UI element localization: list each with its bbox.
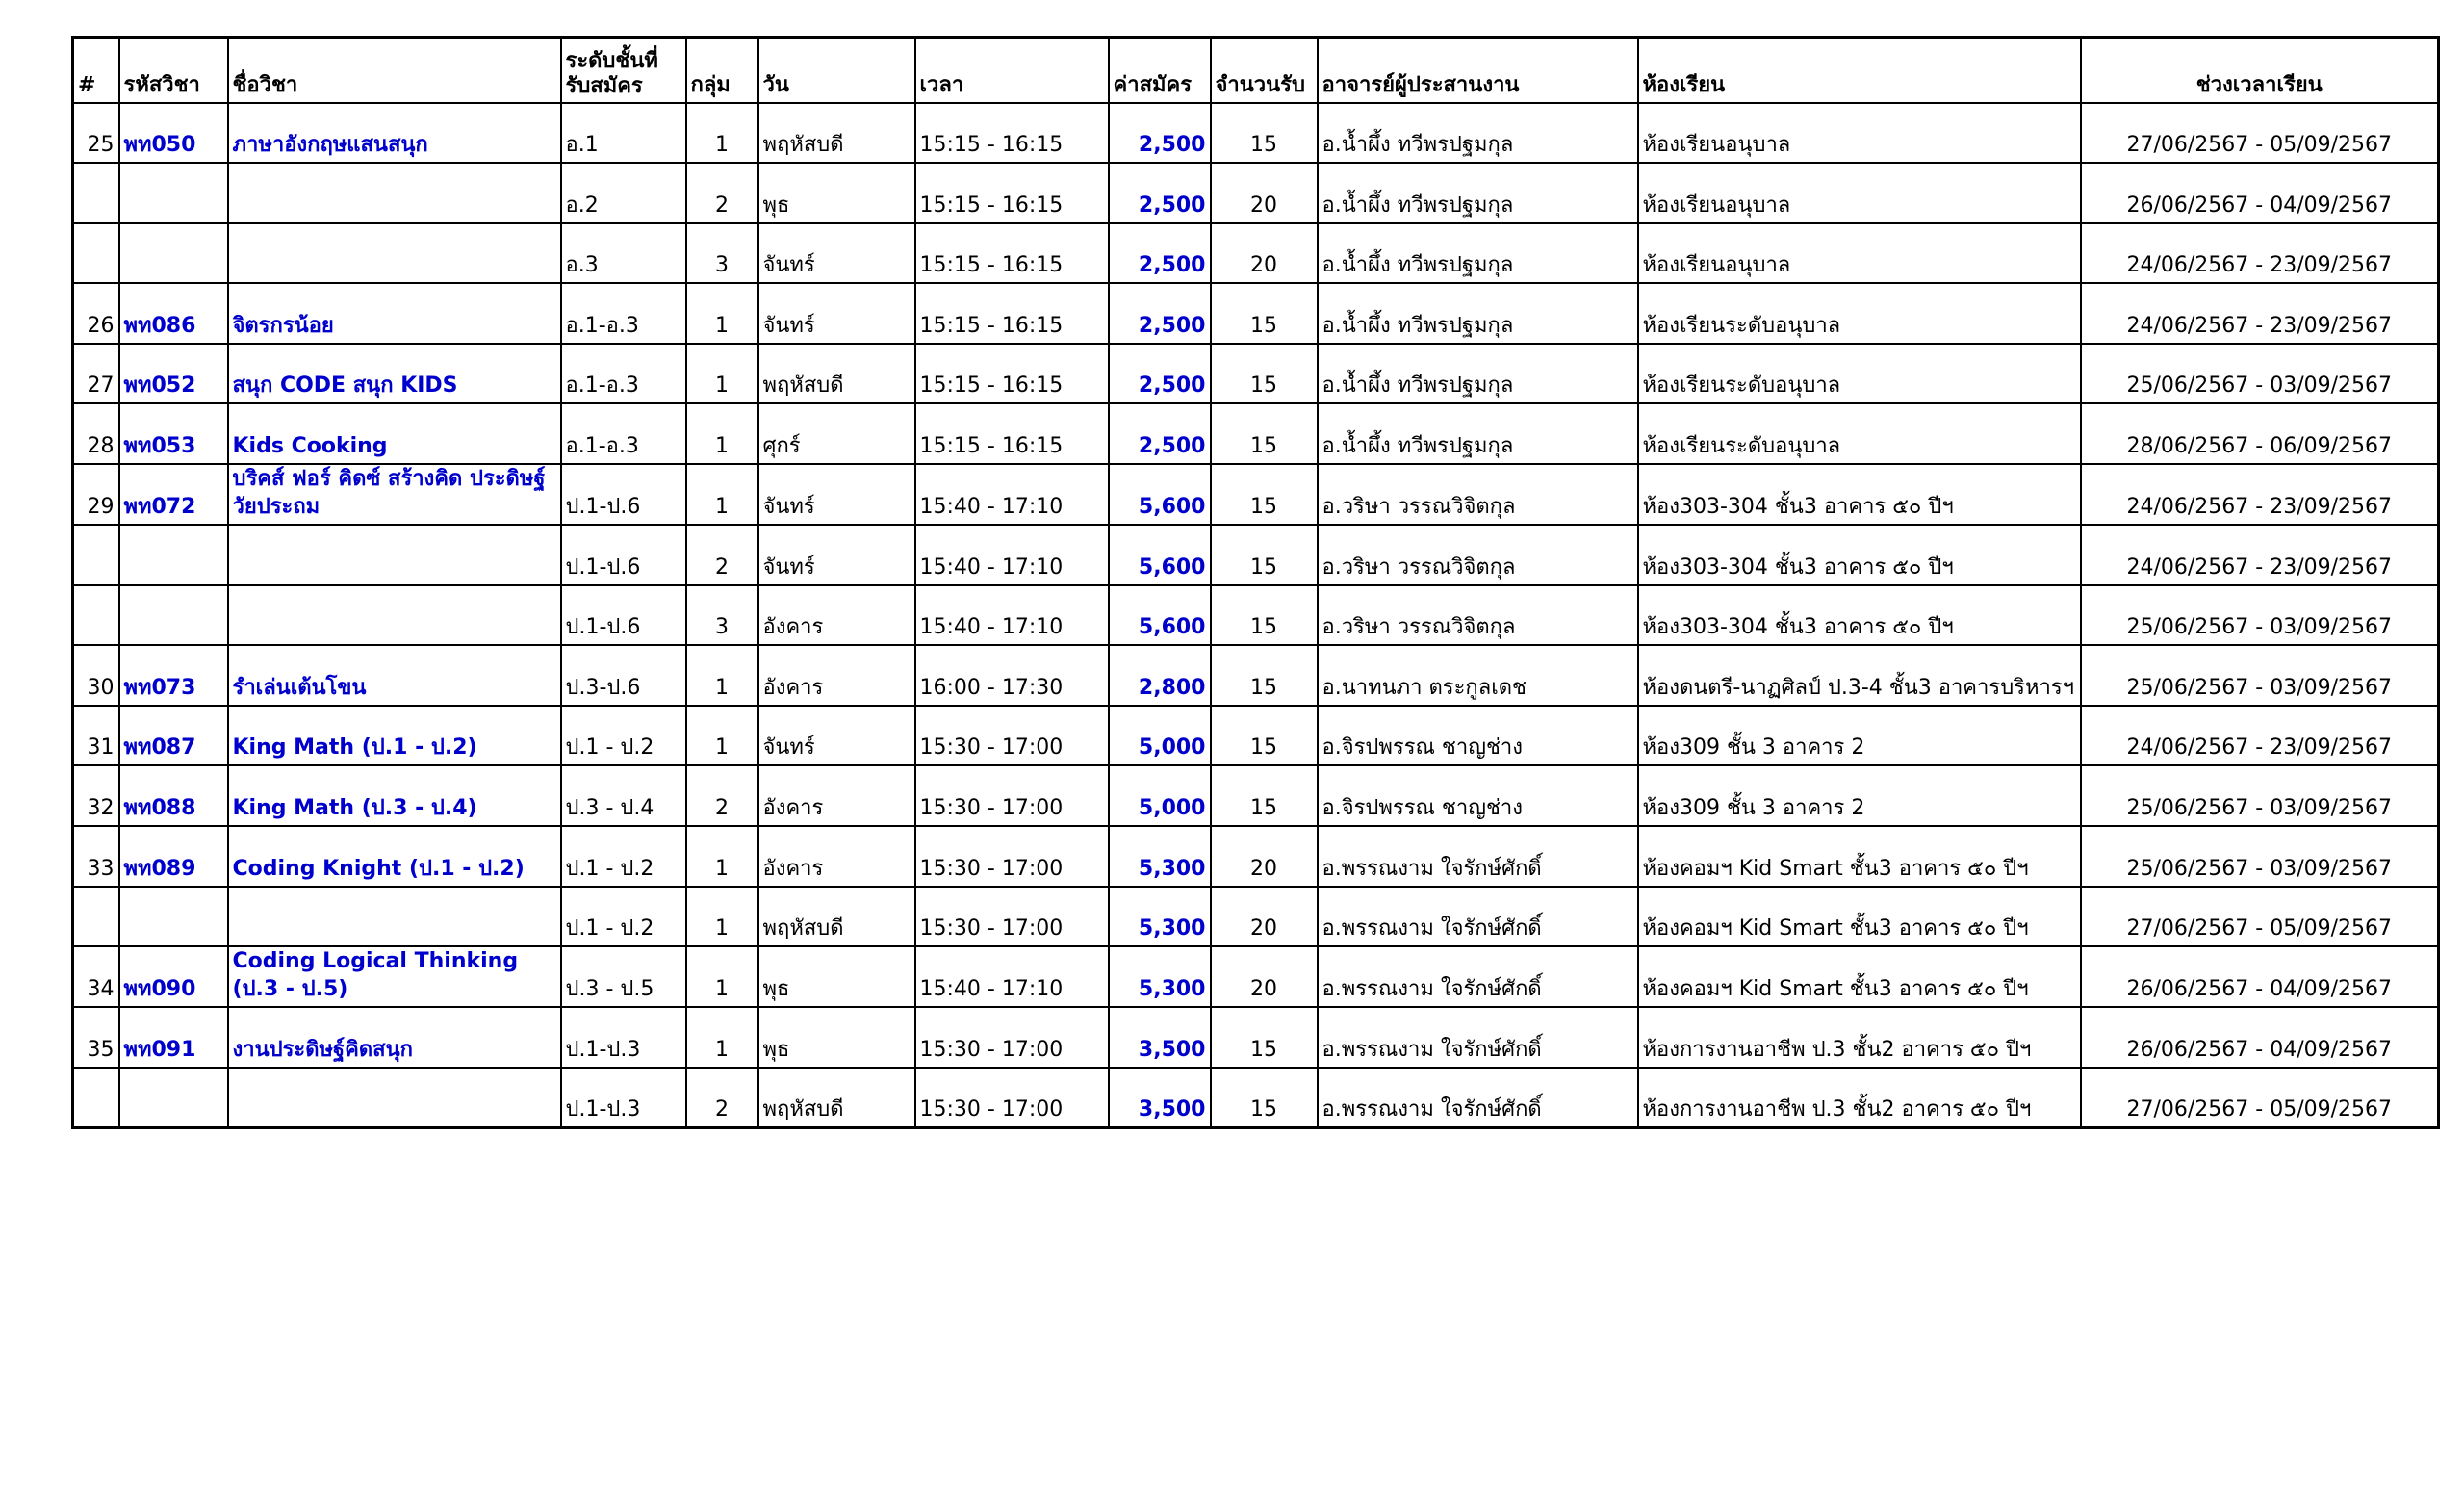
cell-time: 15:15 - 16:15 [915,344,1109,404]
cell-time: 15:15 - 16:15 [915,283,1109,344]
cell-group: 1 [686,464,758,525]
cell-day: พุธ [758,163,915,223]
cell-teacher: อ.น้ำผึ้ง ทวีพรปฐมกุล [1318,103,1638,164]
cell-course-name [228,1068,561,1128]
cell-course-code: พท050 [119,103,228,164]
cell-day: จันทร์ [758,525,915,585]
cell-level: ป.1-ป.3 [561,1068,686,1128]
table-row [73,464,2439,525]
cell-group: 1 [686,403,758,464]
cell-course-code [119,585,228,646]
table-row [73,1068,2439,1128]
table-row [73,163,2439,223]
table-row [73,344,2439,404]
cell-course-code: พท073 [119,645,228,706]
cell-fee: 5,300 [1109,887,1211,947]
table-row [73,1007,2439,1068]
cell-fee: 5,000 [1109,706,1211,766]
cell-no: 32 [73,765,119,826]
cell-no: 34 [73,946,119,1007]
cell-level: อ.1-อ.3 [561,403,686,464]
cell-course-code [119,223,228,284]
cell-level: อ.1-อ.3 [561,283,686,344]
header-teacher: อาจารย์ผู้ประสานงาน [1318,38,1638,103]
cell-course-name: Kids Cooking [228,403,561,464]
cell-time: 15:15 - 16:15 [915,163,1109,223]
cell-course-name: Coding Logical Thinking (ป.3 - ป.5) [228,946,561,1007]
cell-room: ห้องเรียนระดับอนุบาล [1638,344,2081,404]
cell-day: อังคาร [758,826,915,887]
cell-room: ห้อง309 ชั้น 3 อาคาร 2 [1638,765,2081,826]
cell-room: ห้องเรียนอนุบาล [1638,163,2081,223]
cell-level: ป.1-ป.6 [561,525,686,585]
cell-day: พุธ [758,1007,915,1068]
cell-fee: 5,300 [1109,946,1211,1007]
cell-fee: 5,300 [1109,826,1211,887]
cell-room: ห้องการงานอาชีพ ป.3 ชั้น2 อาคาร ๕๐ ปีฯ [1638,1068,2081,1128]
cell-fee: 3,500 [1109,1068,1211,1128]
cell-room: ห้องเรียนระดับอนุบาล [1638,283,2081,344]
header-time: เวลา [915,38,1109,103]
cell-room: ห้องเรียนอนุบาล [1638,103,2081,164]
cell-room: ห้องเรียนอนุบาล [1638,223,2081,284]
cell-room: ห้อง303-304 ชั้น3 อาคาร ๕๐ ปีฯ [1638,464,2081,525]
cell-no: 26 [73,283,119,344]
cell-no [73,585,119,646]
cell-time: 15:30 - 17:00 [915,765,1109,826]
cell-room: ห้อง303-304 ชั้น3 อาคาร ๕๐ ปีฯ [1638,525,2081,585]
cell-group: 1 [686,826,758,887]
cell-course-code [119,1068,228,1128]
cell-capacity: 15 [1211,283,1318,344]
cell-period: 25/06/2567 - 03/09/2567 [2081,344,2439,404]
header-day: วัน [758,38,915,103]
cell-day: จันทร์ [758,223,915,284]
cell-group: 1 [686,344,758,404]
cell-group: 2 [686,765,758,826]
cell-level: ป.1 - ป.2 [561,706,686,766]
cell-capacity: 20 [1211,826,1318,887]
cell-time: 15:40 - 17:10 [915,585,1109,646]
cell-fee: 2,500 [1109,403,1211,464]
cell-no [73,223,119,284]
table-row [73,887,2439,947]
cell-group: 1 [686,645,758,706]
cell-time: 15:30 - 17:00 [915,887,1109,947]
cell-level: ป.1-ป.6 [561,585,686,646]
cell-day: อังคาร [758,585,915,646]
cell-course-name [228,163,561,223]
header-room: ห้องเรียน [1638,38,2081,103]
cell-no [73,525,119,585]
cell-teacher: อ.น้ำผึ้ง ทวีพรปฐมกุล [1318,283,1638,344]
cell-capacity: 20 [1211,887,1318,947]
header-code: รหัสวิชา [119,38,228,103]
header-fee: ค่าสมัคร [1109,38,1211,103]
cell-capacity: 15 [1211,1007,1318,1068]
cell-course-code [119,163,228,223]
cell-group: 3 [686,585,758,646]
cell-teacher: อ.พรรณงาม ใจรักษ์ศักดิ์ [1318,887,1638,947]
cell-course-code: พท072 [119,464,228,525]
cell-time: 16:00 - 17:30 [915,645,1109,706]
cell-fee: 2,800 [1109,645,1211,706]
cell-fee: 2,500 [1109,223,1211,284]
cell-time: 15:40 - 17:10 [915,464,1109,525]
cell-period: 25/06/2567 - 03/09/2567 [2081,585,2439,646]
cell-fee: 5,600 [1109,464,1211,525]
cell-period: 27/06/2567 - 05/09/2567 [2081,887,2439,947]
cell-capacity: 15 [1211,585,1318,646]
cell-day: อังคาร [758,765,915,826]
cell-period: 28/06/2567 - 06/09/2567 [2081,403,2439,464]
cell-period: 25/06/2567 - 03/09/2567 [2081,826,2439,887]
table-row [73,706,2439,766]
cell-level: ป.1 - ป.2 [561,887,686,947]
cell-capacity: 20 [1211,163,1318,223]
cell-course-code: พท091 [119,1007,228,1068]
cell-capacity: 15 [1211,706,1318,766]
cell-course-name [228,585,561,646]
cell-course-name [228,223,561,284]
cell-teacher: อ.พรรณงาม ใจรักษ์ศักดิ์ [1318,826,1638,887]
cell-period: 27/06/2567 - 05/09/2567 [2081,103,2439,164]
cell-teacher: อ.น้ำผึ้ง ทวีพรปฐมกุล [1318,163,1638,223]
cell-no: 27 [73,344,119,404]
header-level: ระดับชั้นที่รับสมัคร [561,38,686,103]
cell-day: จันทร์ [758,706,915,766]
cell-no: 25 [73,103,119,164]
cell-no [73,1068,119,1128]
cell-time: 15:30 - 17:00 [915,826,1109,887]
cell-day: พฤหัสบดี [758,1068,915,1128]
cell-teacher: อ.วริษา วรรณวิจิตกุล [1318,585,1638,646]
table-row [73,765,2439,826]
cell-level: อ.3 [561,223,686,284]
cell-fee: 5,600 [1109,585,1211,646]
cell-group: 2 [686,163,758,223]
cell-group: 3 [686,223,758,284]
cell-capacity: 15 [1211,1068,1318,1128]
cell-day: พุธ [758,946,915,1007]
cell-course-code: พท052 [119,344,228,404]
cell-level: อ.1-อ.3 [561,344,686,404]
cell-period: 24/06/2567 - 23/09/2567 [2081,525,2439,585]
cell-teacher: อ.จิรปพรรณ ชาญช่าง [1318,765,1638,826]
cell-fee: 3,500 [1109,1007,1211,1068]
cell-course-code: พท089 [119,826,228,887]
cell-course-code: พท090 [119,946,228,1007]
cell-group: 2 [686,1068,758,1128]
cell-fee: 2,500 [1109,103,1211,164]
cell-no [73,163,119,223]
cell-course-name: จิตรกรน้อย [228,283,561,344]
table-row [73,103,2439,164]
cell-time: 15:30 - 17:00 [915,706,1109,766]
cell-period: 24/06/2567 - 23/09/2567 [2081,464,2439,525]
table-row [73,585,2439,646]
cell-group: 1 [686,103,758,164]
cell-level: ป.1 - ป.2 [561,826,686,887]
cell-day: อังคาร [758,645,915,706]
cell-level: อ.1 [561,103,686,164]
cell-fee: 2,500 [1109,344,1211,404]
cell-level: ป.3 - ป.4 [561,765,686,826]
cell-room: ห้องดนตรี-นาฏศิลป์ ป.3-4 ชั้น3 อาคารบริหารฯ [1638,645,2081,706]
cell-capacity: 20 [1211,223,1318,284]
cell-teacher: อ.วริษา วรรณวิจิตกุล [1318,464,1638,525]
cell-period: 26/06/2567 - 04/09/2567 [2081,946,2439,1007]
cell-fee: 2,500 [1109,163,1211,223]
table-row [73,223,2439,284]
cell-course-name: King Math (ป.3 - ป.4) [228,765,561,826]
cell-day: จันทร์ [758,464,915,525]
cell-group: 1 [686,887,758,947]
cell-time: 15:15 - 16:15 [915,223,1109,284]
cell-group: 1 [686,1007,758,1068]
cell-teacher: อ.น้ำผึ้ง ทวีพรปฐมกุล [1318,403,1638,464]
cell-group: 1 [686,706,758,766]
cell-time: 15:30 - 17:00 [915,1007,1109,1068]
cell-course-name: บริคส์ ฟอร์ คิดซ์ สร้างคิด ประดิษฐ์วัยประถม [228,464,561,525]
cell-course-name: งานประดิษฐ์คิดสนุก [228,1007,561,1068]
cell-course-name [228,887,561,947]
cell-course-name: Coding Knight (ป.1 - ป.2) [228,826,561,887]
cell-course-code [119,525,228,585]
cell-time: 15:15 - 16:15 [915,403,1109,464]
cell-time: 15:40 - 17:10 [915,946,1109,1007]
cell-teacher: อ.นาทนภา ตระกูลเดช [1318,645,1638,706]
table-row [73,403,2439,464]
course-schedule-table [71,36,2440,1129]
cell-no: 31 [73,706,119,766]
header-capacity: จำนวนรับ [1211,38,1318,103]
cell-capacity: 15 [1211,464,1318,525]
cell-time: 15:15 - 16:15 [915,103,1109,164]
cell-day: พฤหัสบดี [758,887,915,947]
header-group: กลุ่ม [686,38,758,103]
cell-period: 25/06/2567 - 03/09/2567 [2081,765,2439,826]
table-row [73,826,2439,887]
cell-teacher: อ.น้ำผึ้ง ทวีพรปฐมกุล [1318,344,1638,404]
cell-teacher: อ.พรรณงาม ใจรักษ์ศักดิ์ [1318,1007,1638,1068]
cell-day: พฤหัสบดี [758,344,915,404]
cell-course-name: รำเล่นเต้นโขน [228,645,561,706]
cell-no: 33 [73,826,119,887]
cell-group: 1 [686,283,758,344]
cell-teacher: อ.พรรณงาม ใจรักษ์ศักดิ์ [1318,1068,1638,1128]
cell-room: ห้องการงานอาชีพ ป.3 ชั้น2 อาคาร ๕๐ ปีฯ [1638,1007,2081,1068]
cell-level: ป.1-ป.6 [561,464,686,525]
cell-no: 30 [73,645,119,706]
cell-period: 24/06/2567 - 23/09/2567 [2081,223,2439,284]
cell-day: พฤหัสบดี [758,103,915,164]
cell-period: 26/06/2567 - 04/09/2567 [2081,1007,2439,1068]
cell-capacity: 15 [1211,765,1318,826]
cell-day: ศุกร์ [758,403,915,464]
cell-course-name [228,525,561,585]
cell-time: 15:40 - 17:10 [915,525,1109,585]
cell-course-code: พท088 [119,765,228,826]
header-name: ชื่อวิชา [228,38,561,103]
cell-capacity: 15 [1211,103,1318,164]
cell-level: ป.3-ป.6 [561,645,686,706]
cell-period: 24/06/2567 - 23/09/2567 [2081,283,2439,344]
cell-fee: 5,600 [1109,525,1211,585]
cell-no: 28 [73,403,119,464]
cell-room: ห้องเรียนระดับอนุบาล [1638,403,2081,464]
cell-teacher: อ.น้ำผึ้ง ทวีพรปฐมกุล [1318,223,1638,284]
cell-capacity: 20 [1211,946,1318,1007]
cell-course-name: ภาษาอังกฤษแสนสนุก [228,103,561,164]
cell-day: จันทร์ [758,283,915,344]
header-no: # [73,38,119,103]
cell-course-code: พท087 [119,706,228,766]
table-row [73,283,2439,344]
cell-teacher: อ.พรรณงาม ใจรักษ์ศักดิ์ [1318,946,1638,1007]
cell-level: ป.3 - ป.5 [561,946,686,1007]
cell-capacity: 15 [1211,645,1318,706]
cell-no [73,887,119,947]
cell-no: 29 [73,464,119,525]
cell-room: ห้องคอมฯ Kid Smart ชั้น3 อาคาร ๕๐ ปีฯ [1638,946,2081,1007]
cell-level: ป.1-ป.3 [561,1007,686,1068]
cell-no: 35 [73,1007,119,1068]
cell-group: 2 [686,525,758,585]
cell-course-name: สนุก CODE สนุก KIDS [228,344,561,404]
cell-group: 1 [686,946,758,1007]
cell-period: 27/06/2567 - 05/09/2567 [2081,1068,2439,1128]
cell-capacity: 15 [1211,344,1318,404]
cell-capacity: 15 [1211,403,1318,464]
cell-period: 25/06/2567 - 03/09/2567 [2081,645,2439,706]
cell-fee: 2,500 [1109,283,1211,344]
cell-room: ห้องคอมฯ Kid Smart ชั้น3 อาคาร ๕๐ ปีฯ [1638,887,2081,947]
table-row [73,946,2439,1007]
cell-room: ห้อง303-304 ชั้น3 อาคาร ๕๐ ปีฯ [1638,585,2081,646]
cell-course-code: พท086 [119,283,228,344]
header-period: ช่วงเวลาเรียน [2081,38,2439,103]
cell-course-code: พท053 [119,403,228,464]
cell-period: 24/06/2567 - 23/09/2567 [2081,706,2439,766]
table-row [73,525,2439,585]
cell-room: ห้องคอมฯ Kid Smart ชั้น3 อาคาร ๕๐ ปีฯ [1638,826,2081,887]
cell-course-code [119,887,228,947]
header-row [73,38,2439,103]
cell-teacher: อ.วริษา วรรณวิจิตกุล [1318,525,1638,585]
table-row [73,645,2439,706]
cell-teacher: อ.จิรปพรรณ ชาญช่าง [1318,706,1638,766]
cell-time: 15:30 - 17:00 [915,1068,1109,1128]
cell-fee: 5,000 [1109,765,1211,826]
cell-period: 26/06/2567 - 04/09/2567 [2081,163,2439,223]
cell-level: อ.2 [561,163,686,223]
cell-course-name: King Math (ป.1 - ป.2) [228,706,561,766]
cell-room: ห้อง309 ชั้น 3 อาคาร 2 [1638,706,2081,766]
cell-capacity: 15 [1211,525,1318,585]
